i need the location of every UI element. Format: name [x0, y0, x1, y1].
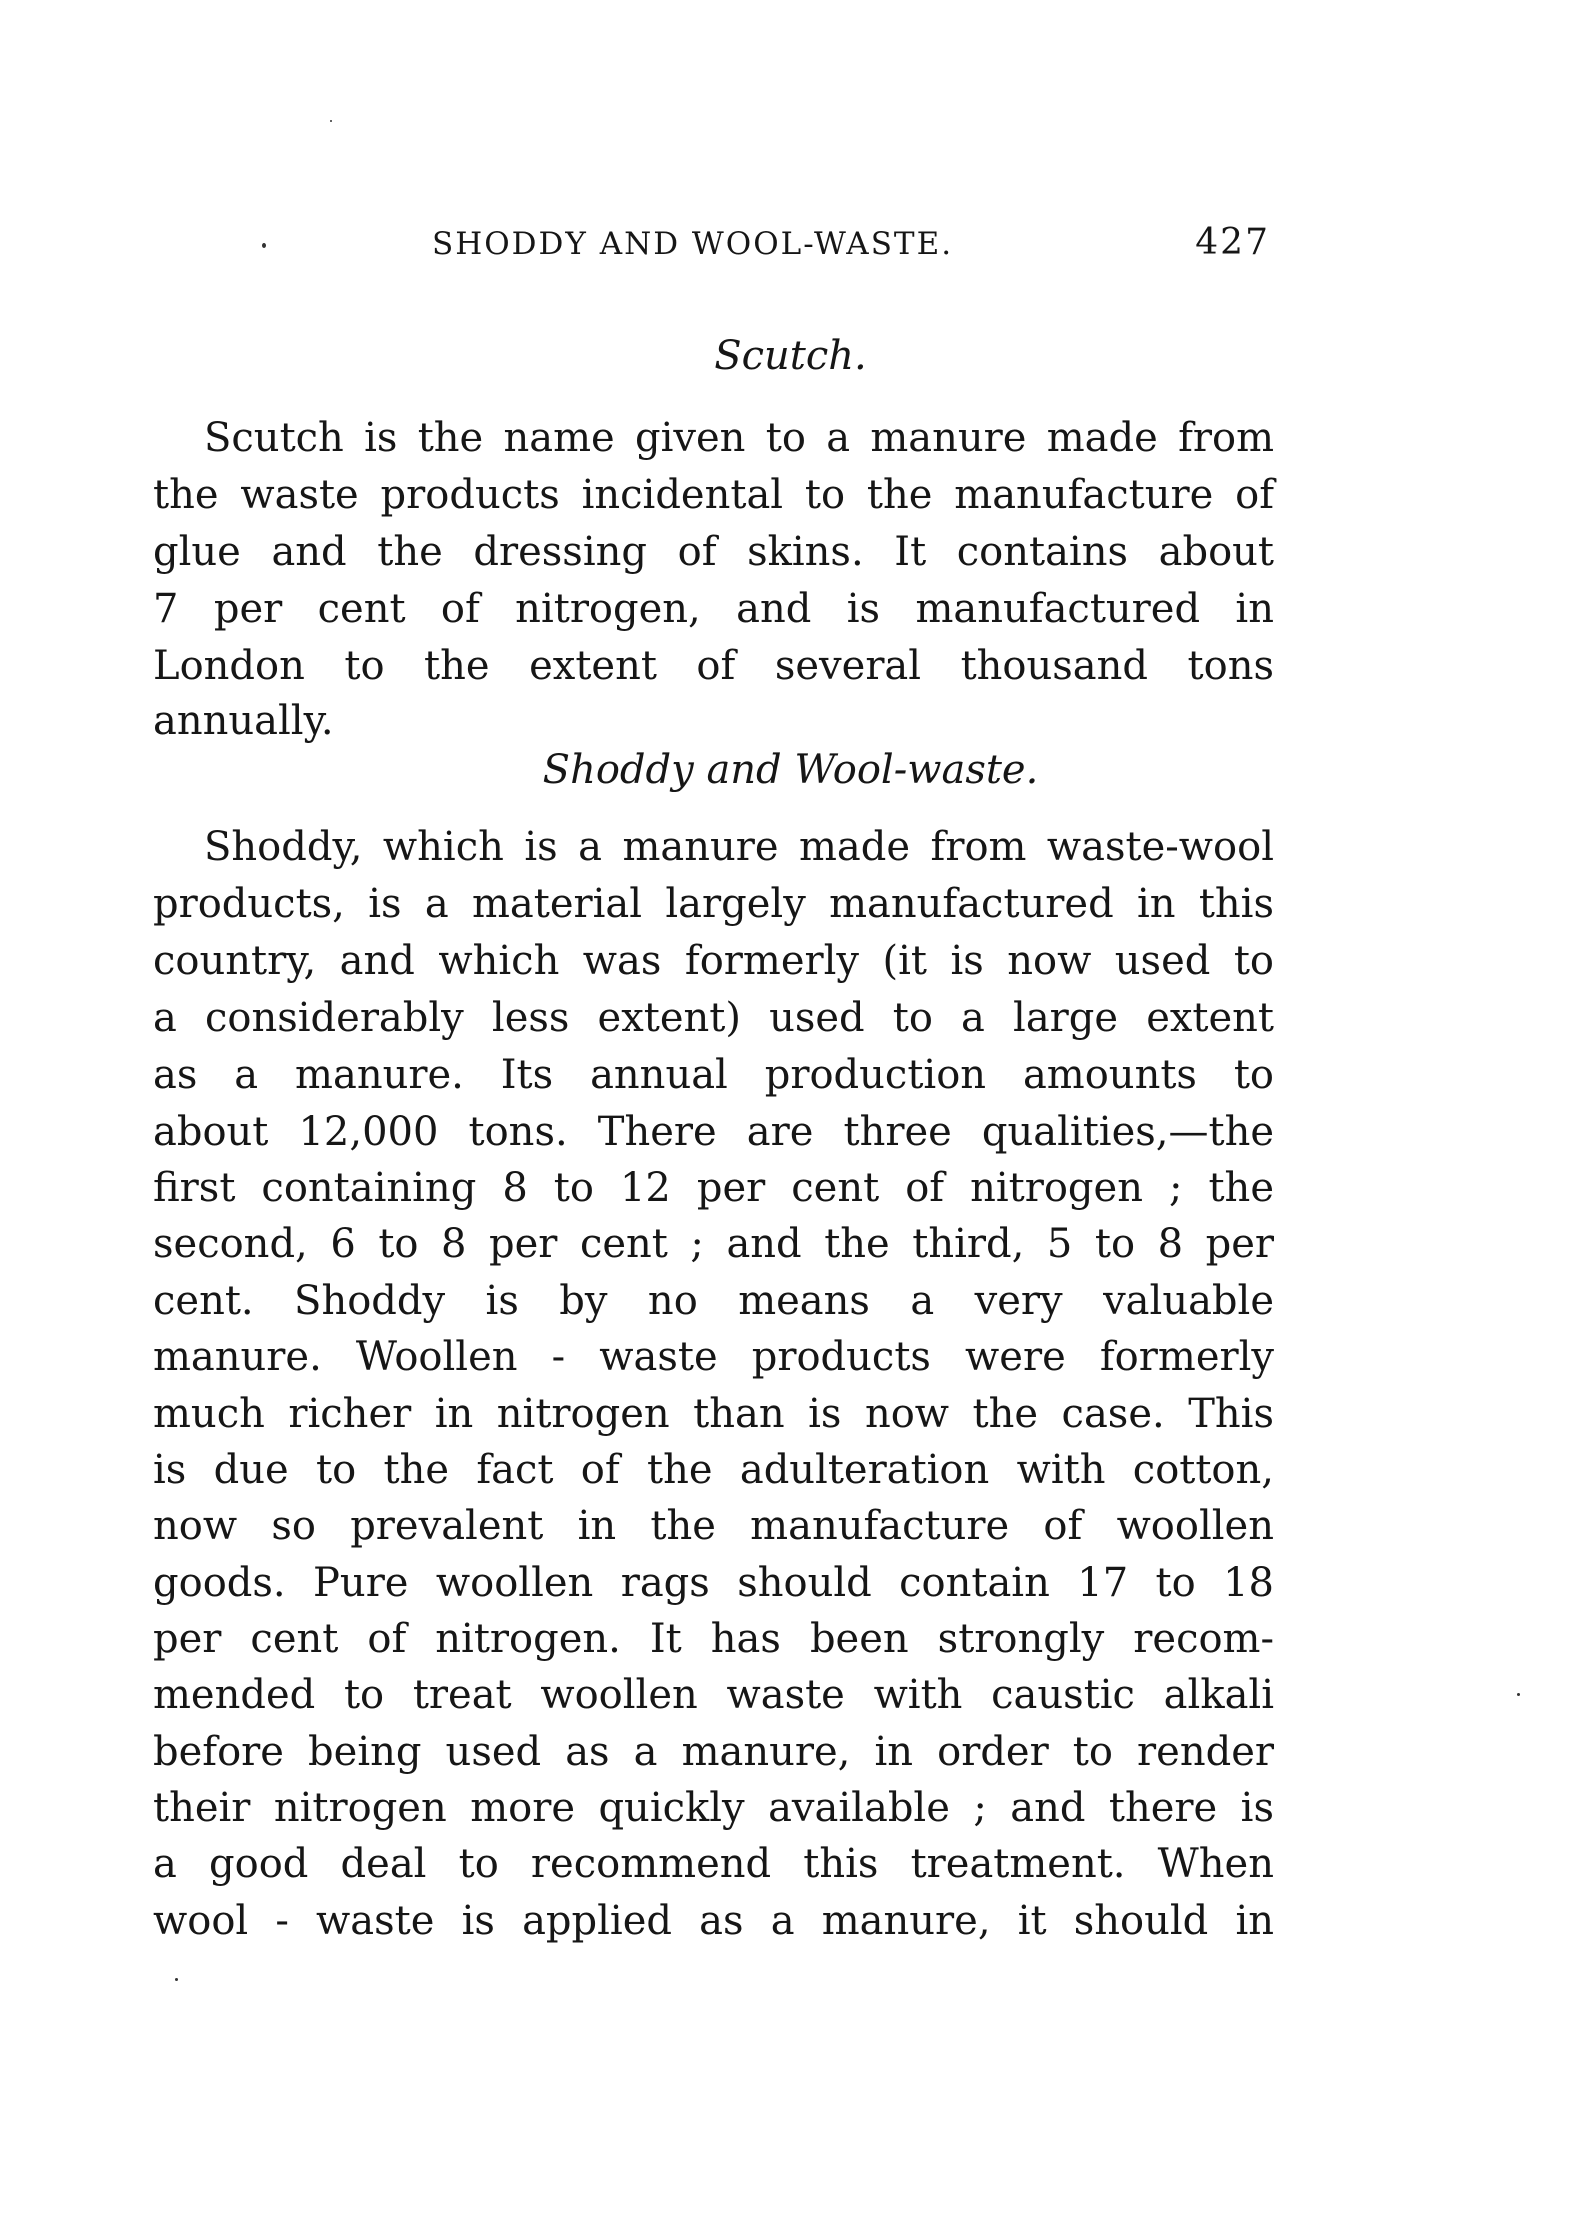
- section-heading-scutch: Scutch.: [714, 333, 867, 379]
- paragraph-line: second, 6 to 8 per cent ; and the third, 5 to 8 per: [153, 1221, 1274, 1267]
- page-number: 427: [1195, 222, 1270, 263]
- ink-speck: [330, 120, 332, 122]
- paragraph-line: cent. Shoddy is by no means a very valuable: [153, 1278, 1274, 1324]
- running-head: [150, 222, 1270, 272]
- paragraph-line: manure. Woollen - waste products were formerly: [153, 1334, 1274, 1380]
- paragraph-line: a good deal to recommend this treatment. When: [153, 1841, 1274, 1887]
- paragraph-line: wool - waste is applied as a manure, it should in: [153, 1898, 1274, 1944]
- paragraph-line: mended to treat woollen waste with caustic alkali: [153, 1672, 1274, 1718]
- paragraph-line: London to the extent of several thousand tons: [153, 643, 1274, 689]
- paragraph-line: a considerably less extent) used to a large extent: [153, 995, 1274, 1041]
- paragraph-line: 7 per cent of nitrogen, and is manufactured in: [153, 586, 1274, 632]
- paragraph-line: their nitrogen more quickly available ; and there is: [153, 1785, 1274, 1831]
- paragraph-line: country, and which was formerly (it is now used to: [153, 938, 1274, 984]
- paragraph-line: annually.: [153, 698, 334, 744]
- paragraph-line: before being used as a manure, in order to render: [153, 1729, 1274, 1775]
- section-heading-shoddy: Shoddy and Wool-waste.: [542, 747, 1039, 793]
- paragraph-line: about 12,000 tons. There are three qualities,—the: [153, 1109, 1274, 1155]
- paragraph-line: now so prevalent in the manufacture of woollen: [153, 1503, 1274, 1549]
- ink-speck: [262, 243, 266, 248]
- paragraph-line: is due to the fact of the adulteration with cotton,: [153, 1447, 1274, 1493]
- paragraph-line: products, is a material largely manufactured in this: [153, 881, 1274, 927]
- paragraph-line: goods. Pure woollen rags should contain 17 to 18: [153, 1560, 1274, 1606]
- paragraph-line: glue and the dressing of skins. It contains about: [153, 529, 1274, 575]
- ink-speck: [175, 1978, 178, 1981]
- paragraph-line: the waste products incidental to the manufacture of: [153, 472, 1274, 518]
- paragraph-line: much richer in nitrogen than is now the case. This: [153, 1391, 1274, 1437]
- paragraph-line: first containing 8 to 12 per cent of nitrogen ; the: [153, 1165, 1274, 1211]
- ink-speck: [1517, 1693, 1520, 1696]
- paragraph-line: per cent of nitrogen. It has been strongly recom-: [153, 1616, 1274, 1662]
- paragraph-line: Shoddy, which is a manure made from waste-wool: [204, 824, 1274, 870]
- paragraph-line: as a manure. Its annual production amounts to: [153, 1052, 1274, 1098]
- paragraph-line: Scutch is the name given to a manure made from: [204, 415, 1274, 461]
- running-title: SHODDY AND WOOL-WASTE.: [432, 226, 954, 262]
